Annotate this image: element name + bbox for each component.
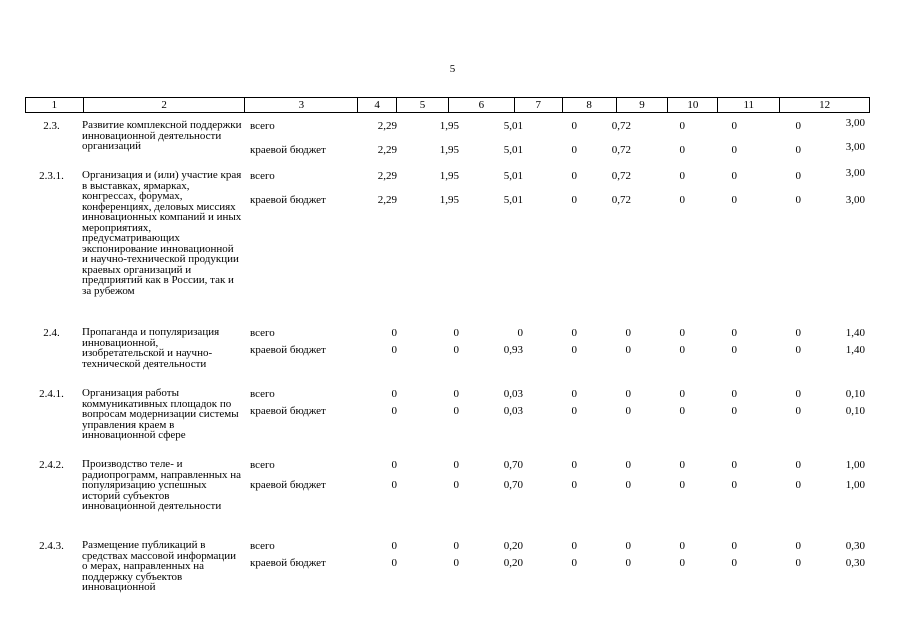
value-col-10: 0 [731, 327, 737, 339]
header-col-12: 12 [819, 99, 831, 111]
value-col-9: 0 [679, 388, 685, 400]
value-col-9: 0 [679, 557, 685, 569]
row-number: 2.4.1. [39, 388, 64, 400]
value-col-10: 0 [731, 194, 737, 206]
value-col-6: 5,01 [503, 144, 523, 156]
header-col-3: 3 [245, 98, 358, 112]
row-line-regional [25, 344, 870, 358]
value-col-9: 0 [679, 405, 685, 417]
value-col-12: 1,40 [845, 327, 865, 339]
row-line-total [25, 540, 870, 554]
value-col-4: 2,29 [377, 170, 397, 182]
value-col-12: 3,00 [845, 194, 865, 206]
row-line-total [25, 459, 870, 473]
value-col-8: 0 [625, 479, 631, 491]
value-col-9: 0 [679, 144, 685, 156]
value-col-6: 0 [517, 327, 523, 339]
value-col-11: 0 [795, 344, 801, 356]
value-col-8: 0 [625, 459, 631, 471]
funding-source: всего [250, 459, 275, 471]
value-col-7: 0 [571, 479, 577, 491]
value-col-8: 0 [625, 557, 631, 569]
value-col-10: 0 [731, 557, 737, 569]
value-col-5: 0 [453, 459, 459, 471]
header-col-5: 5 [397, 98, 449, 112]
value-col-4: 0 [391, 479, 397, 491]
value-col-7: 0 [571, 327, 577, 339]
value-col-11: 0 [795, 194, 801, 206]
value-col-4: 0 [391, 459, 397, 471]
value-col-6: 0,93 [503, 344, 523, 356]
value-col-12: 0,30 [845, 557, 865, 569]
value-col-11: 0 [795, 405, 801, 417]
table-header [25, 97, 870, 113]
value-col-6: 0,20 [503, 540, 523, 552]
value-col-12: 3,00 [845, 117, 865, 129]
row-number: 2.4. [43, 327, 60, 339]
value-col-11: 0 [795, 540, 801, 552]
value-col-6: 0,03 [503, 405, 523, 417]
value-col-5: 0 [453, 479, 459, 491]
row-number: 2.3.1. [39, 170, 64, 182]
value-col-11: 0 [795, 479, 801, 491]
row-number: 2.4.2. [39, 459, 64, 471]
row-description: Организация и (или) участие края в выставках, ярмарках, конгрессах, форумах, конференциях, деловых миссиях инновационных компаний и иных мероприятиях, предусматривающих экспонирование инновационной и научно-технической продукции краевых организаций и предприятий как в России, так и за рубежом [82, 169, 242, 297]
value-col-12: 3,00 [845, 167, 865, 179]
value-col-9: 0 [679, 194, 685, 206]
value-col-7: 0 [571, 144, 577, 156]
row-line-regional [25, 194, 870, 208]
value-col-5: 1,95 [439, 170, 459, 182]
value-col-12: 1,00 [845, 459, 865, 471]
funding-source: краевой бюджет [250, 194, 326, 206]
value-col-10: 0 [731, 388, 737, 400]
row-description: Производство теле- и радиопрограмм, направленных на популяризацию успешных историй субъектов инновационной деятельности [82, 458, 242, 512]
funding-source: краевой бюджет [250, 479, 326, 491]
value-col-4: 0 [391, 405, 397, 417]
value-col-8: 0 [625, 327, 631, 339]
value-col-5: 0 [453, 557, 459, 569]
row-description: Пропаганда и популяризация инновационной, изобретательской и научно-технической деятельности [82, 326, 220, 370]
value-col-9: 0 [679, 459, 685, 471]
value-col-11: 0 [795, 327, 801, 339]
value-col-12: 1,40 [845, 344, 865, 356]
value-col-7: 0 [571, 540, 577, 552]
value-col-8: 0 [625, 388, 631, 400]
value-col-5: 0 [453, 388, 459, 400]
row-number: 2.3. [43, 120, 60, 132]
header-col-11: 11 [718, 98, 780, 112]
value-col-5: 1,95 [439, 144, 459, 156]
value-col-10: 0 [731, 144, 737, 156]
funding-source: всего [250, 327, 275, 339]
value-col-8: 0 [625, 540, 631, 552]
header-col-1: 1 [26, 98, 84, 112]
value-col-9: 0 [679, 344, 685, 356]
value-col-5: 0 [453, 344, 459, 356]
value-col-4: 2,29 [377, 120, 397, 132]
value-col-4: 0 [391, 557, 397, 569]
header-col-8: 8 [563, 98, 617, 112]
value-col-11: 0 [795, 144, 801, 156]
header-col-6: 6 [449, 98, 515, 112]
row-description: Организация работы коммуникативных площадок по вопросам модернизации системы управления краем в инновационной сфере [82, 387, 239, 441]
value-col-7: 0 [571, 388, 577, 400]
row-line-total [25, 117, 870, 134]
value-col-12: 3,00 [845, 141, 865, 153]
value-col-9: 0 [679, 479, 685, 491]
row-line-regional [25, 479, 870, 493]
value-col-4: 0 [391, 388, 397, 400]
funding-source: краевой бюджет [250, 557, 326, 569]
value-col-4: 2,29 [377, 194, 397, 206]
value-col-5: 0 [453, 540, 459, 552]
row-line-total [25, 167, 870, 184]
value-col-6: 5,01 [503, 194, 523, 206]
value-col-6: 0,70 [503, 459, 523, 471]
row-description: Размещение публикаций в средствах массовой информации о мерах, направленных на поддержку субъектов инновационной [82, 539, 237, 593]
value-col-11: 0 [795, 459, 801, 471]
value-col-8: 0,72 [611, 144, 631, 156]
value-col-12: 0,10 [845, 388, 865, 400]
value-col-9: 0 [679, 170, 685, 182]
value-col-10: 0 [731, 120, 737, 132]
value-col-8: 0,72 [611, 194, 631, 206]
value-col-8: 0,72 [611, 120, 631, 132]
page-number: 5 [449, 63, 456, 75]
value-col-6: 5,01 [503, 170, 523, 182]
value-col-7: 0 [571, 557, 577, 569]
funding-source: краевой бюджет [250, 144, 326, 156]
row-line-regional [25, 405, 870, 419]
value-col-4: 2,29 [377, 144, 397, 156]
value-col-4: 0 [391, 540, 397, 552]
funding-source: краевой бюджет [250, 344, 326, 356]
funding-source: всего [250, 120, 275, 132]
value-col-5: 0 [453, 327, 459, 339]
value-col-7: 0 [571, 120, 577, 132]
row-line-total [25, 327, 870, 341]
row-description: Развитие комплексной поддержки инновационной деятельности организаций [82, 119, 242, 152]
funding-source: всего [250, 388, 275, 400]
value-col-7: 0 [571, 170, 577, 182]
value-col-11: 0 [795, 388, 801, 400]
value-col-10: 0 [731, 405, 737, 417]
header-col-10: 10 [668, 98, 718, 112]
value-col-7: 0 [571, 405, 577, 417]
value-col-11: 0 [795, 170, 801, 182]
value-col-7: 0 [571, 344, 577, 356]
value-col-8: 0,72 [611, 170, 631, 182]
value-col-11: 0 [795, 120, 801, 132]
row-number: 2.4.3. [39, 540, 64, 552]
funding-source: краевой бюджет [250, 405, 326, 417]
value-col-4: 0 [391, 344, 397, 356]
value-col-9: 0 [679, 120, 685, 132]
value-col-4: 0 [391, 327, 397, 339]
value-col-6: 5,01 [503, 120, 523, 132]
header-col-4: 4 [358, 98, 397, 112]
row-line-regional [25, 557, 870, 571]
value-col-11: 0 [795, 557, 801, 569]
value-col-6: 0,70 [503, 479, 523, 491]
value-col-9: 0 [679, 327, 685, 339]
value-col-6: 0,20 [503, 557, 523, 569]
value-col-10: 0 [731, 344, 737, 356]
funding-source: всего [250, 540, 275, 552]
value-col-6: 0,03 [503, 388, 523, 400]
value-col-5: 1,95 [439, 194, 459, 206]
value-col-12: 0,10 [845, 405, 865, 417]
value-col-12: 0,30 [845, 540, 865, 552]
value-col-7: 0 [571, 459, 577, 471]
value-col-5: 1,95 [439, 120, 459, 132]
value-col-8: 0 [625, 344, 631, 356]
header-col-9: 9 [617, 98, 669, 112]
value-col-10: 0 [731, 479, 737, 491]
value-col-10: 0 [731, 170, 737, 182]
header-col-2: 2 [84, 98, 246, 112]
header-col-7: 7 [515, 98, 563, 112]
value-col-10: 0 [731, 459, 737, 471]
value-col-12: 1,00 [845, 479, 865, 491]
row-line-total [25, 388, 870, 402]
row-line-regional [25, 141, 870, 158]
value-col-10: 0 [731, 540, 737, 552]
value-col-9: 0 [679, 540, 685, 552]
value-col-7: 0 [571, 194, 577, 206]
funding-source: всего [250, 170, 275, 182]
value-col-5: 0 [453, 405, 459, 417]
value-col-8: 0 [625, 405, 631, 417]
